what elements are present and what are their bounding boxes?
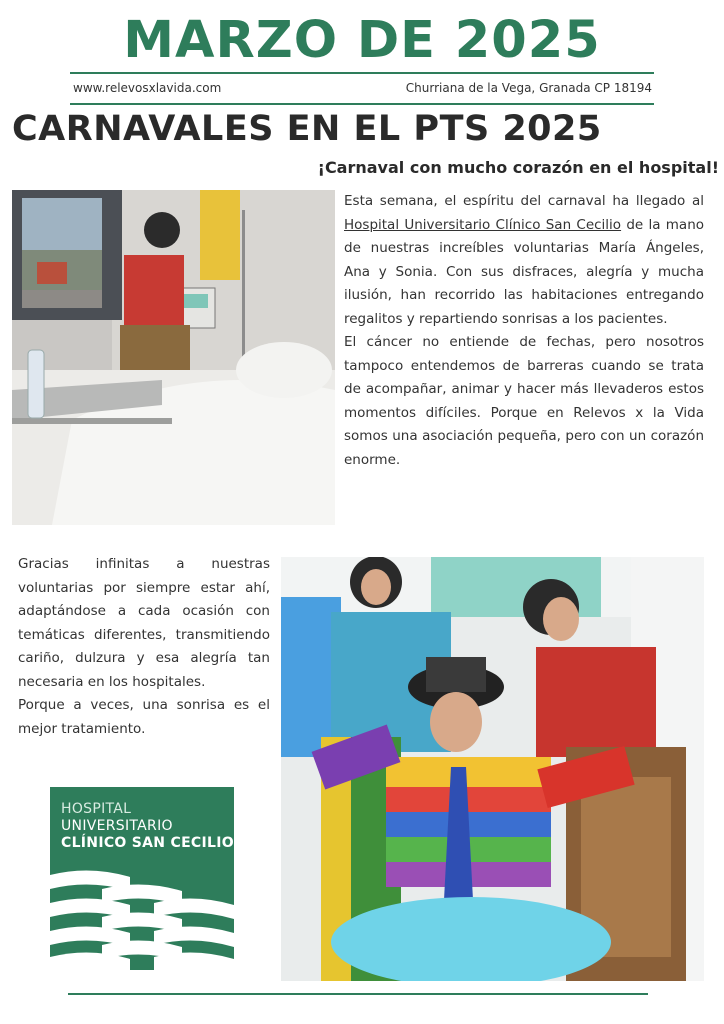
volunteers-costume-photo — [281, 557, 704, 981]
paragraph-intro: Esta semana, el espíritu del carnaval ha llegado al Hospital Universitario Clínico San Cecilio de la mano de nuestras increíbles voluntarias María Ángeles, Ana y Sonia. Con sus disfraces, alegría y mucha ilusión, han recorrido las habitaciones entregando regalitos y repartiendo sonrisas a los pacientes. — [344, 193, 705, 327]
hospital-link[interactable]: Hospital Universitario Clínico San Cecilio — [344, 216, 622, 233]
paragraph-mission: El cáncer no entiende de fechas, pero nosotros tampoco entendemos de barreras cuando se trata de acompañar, animar y hacer más llevaderos estos momentos difíciles. Porque en Relevos x la Vida somos una asociación pequeña, pero con un corazón enorme. — [344, 334, 704, 468]
paragraph-thanks: Gracias infinitas a nuestras voluntarias por siempre estar ahí, adaptándose a cada ocasión con temáticas diferentes, transmitiendo cariño, dulzura y esa alegría tan necesaria en los hospitales. — [18, 556, 270, 690]
hospital-room-photo — [12, 190, 335, 525]
website-url[interactable]: www.relevosxlavida.com — [73, 81, 222, 95]
logo-line-universitario: UNIVERSITARIO — [61, 818, 173, 834]
hospital-logo — [50, 787, 234, 970]
article-subheadline: ¡Carnaval con mucho corazón en el hospital! — [317, 158, 719, 177]
location-address: Churriana de la Vega, Granada CP 18194 — [405, 81, 652, 95]
logo-line-hospital: HOSPITAL — [61, 801, 132, 817]
footer-divider — [68, 993, 648, 995]
logo-line-clinico: CLÍNICO SAN CECILIO — [61, 835, 234, 851]
article-body-column-1 — [344, 190, 704, 472]
paragraph-closing: Porque a veces, una sonrisa es el mejor tratamiento. — [18, 697, 270, 737]
article-body-column-2 — [18, 553, 270, 741]
newsletter-title: MARZO DE 2025 — [123, 11, 601, 70]
article-headline: CARNAVALES EN EL PTS 2025 — [12, 109, 602, 149]
top-divider — [70, 72, 654, 74]
logo-wave-mark — [50, 867, 234, 970]
header-divider — [70, 103, 654, 105]
